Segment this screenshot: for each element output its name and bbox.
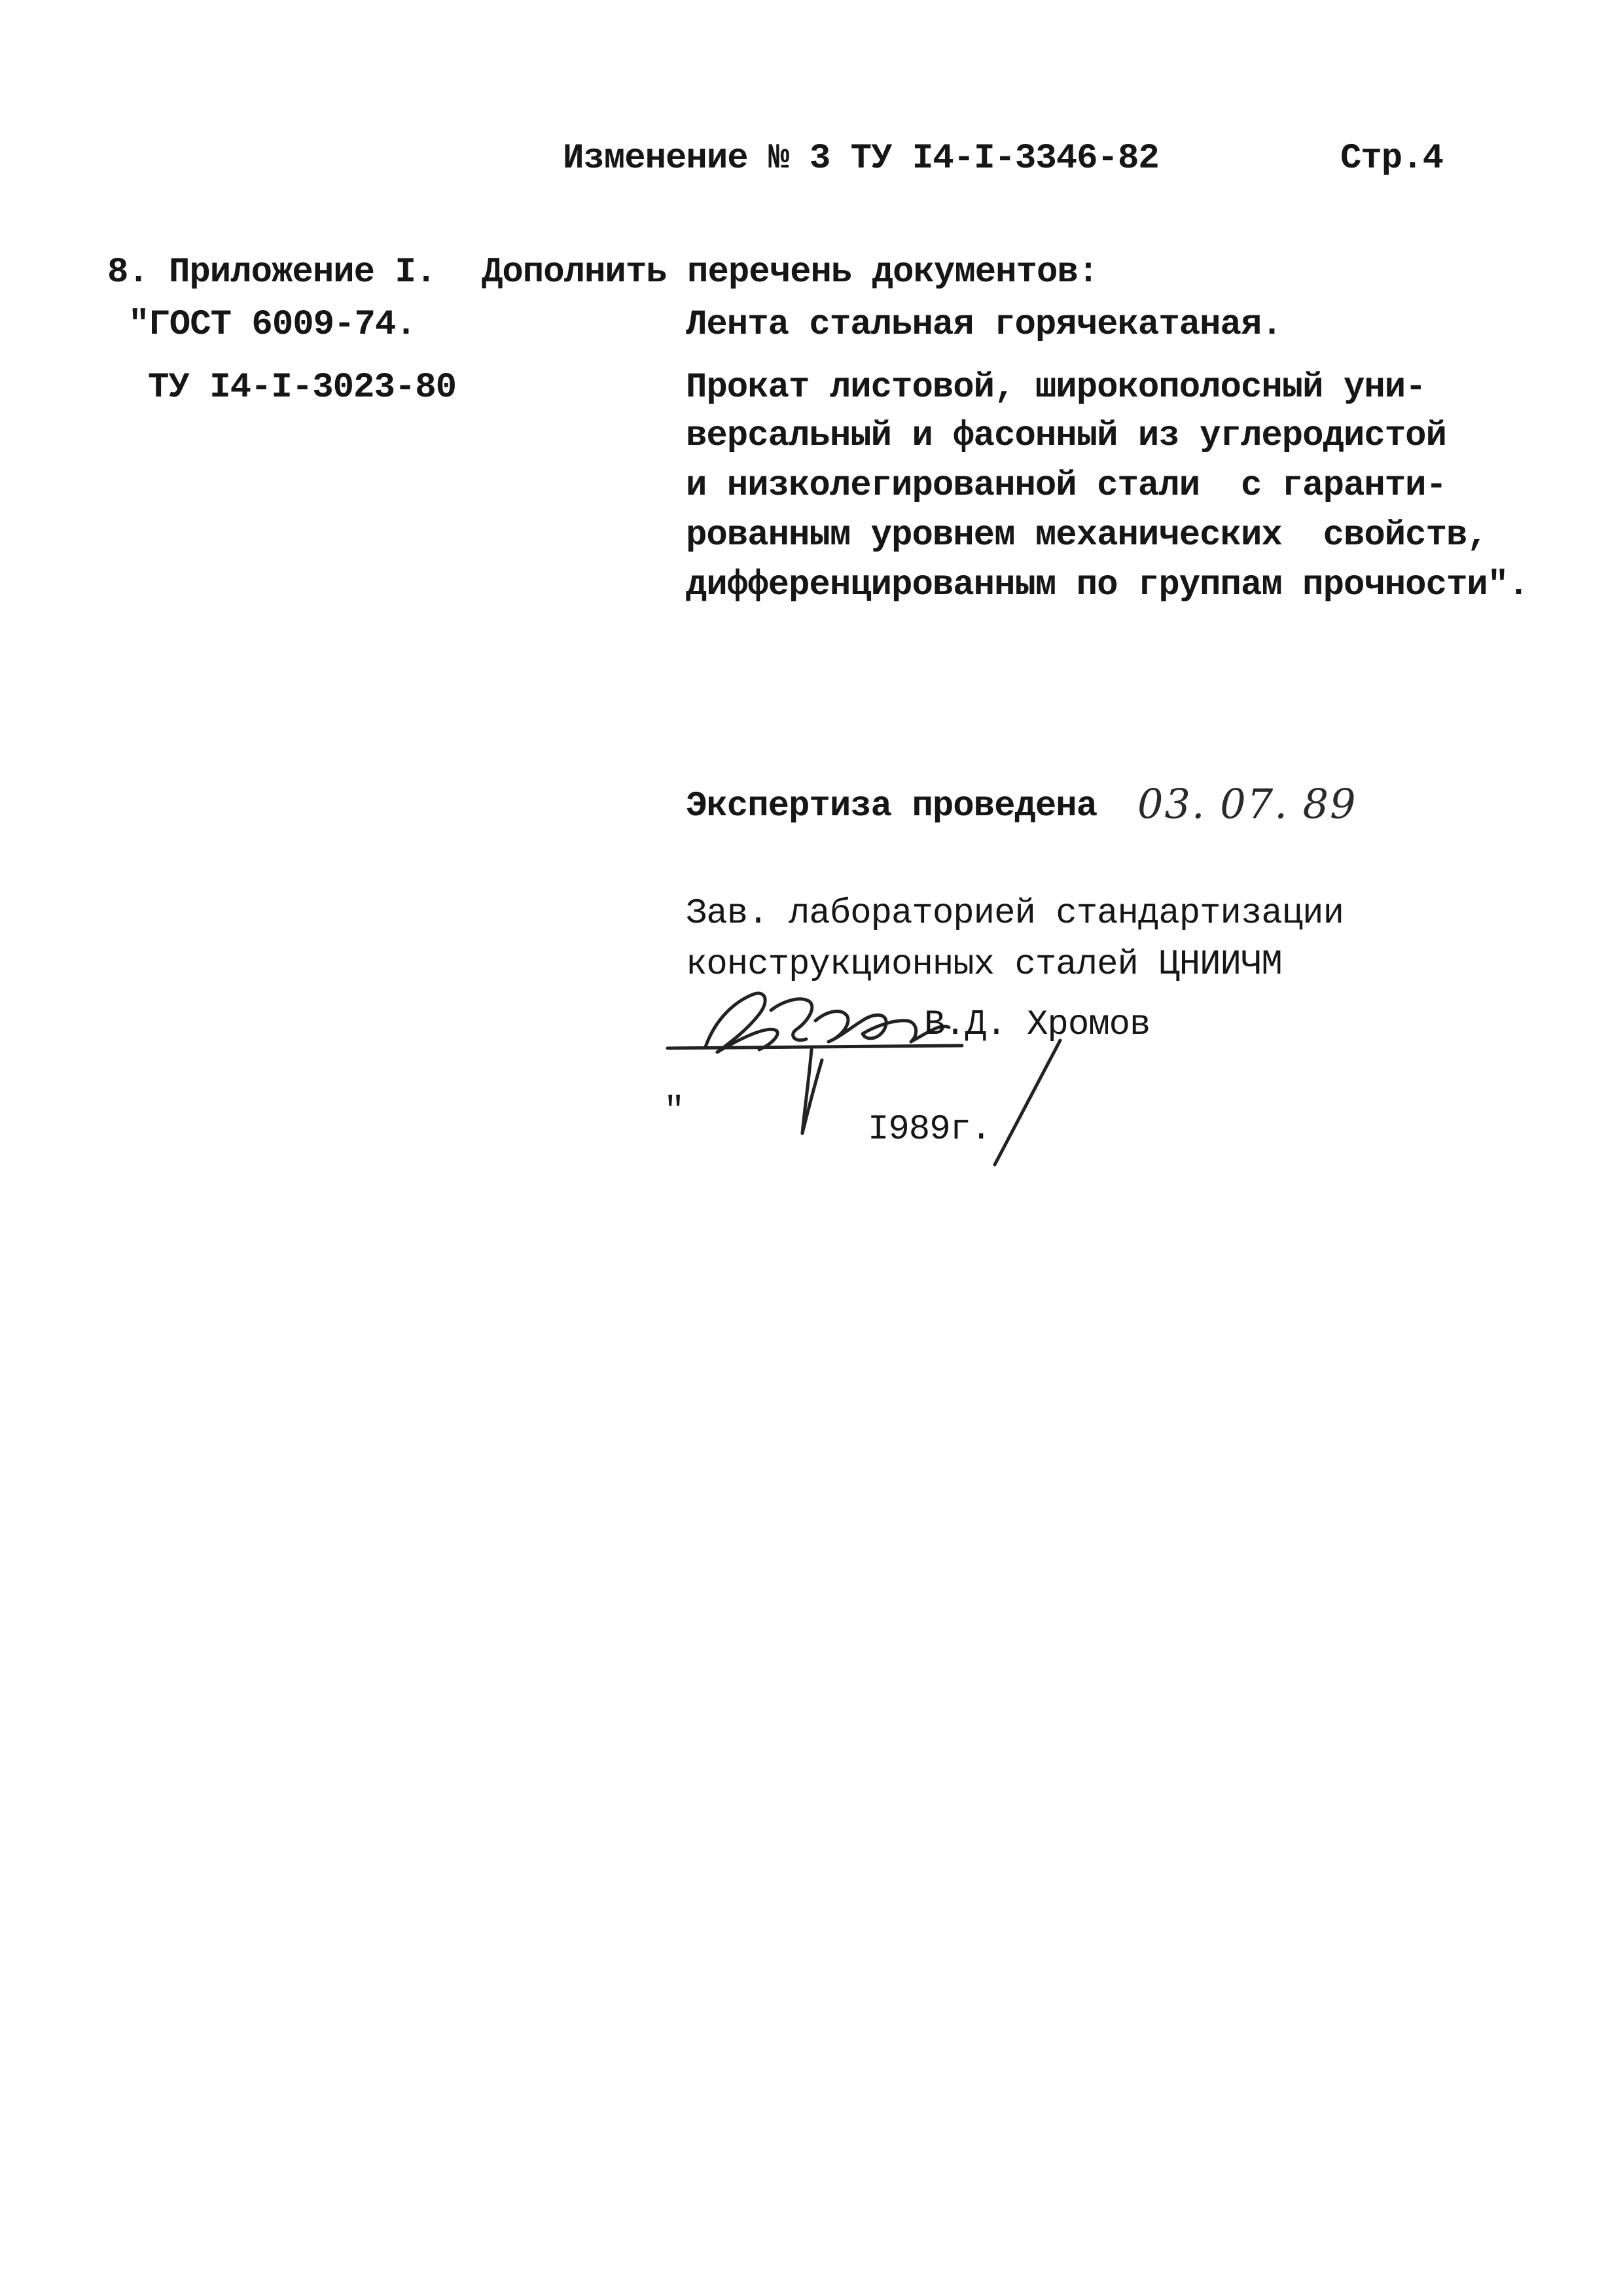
document-title-line: дифференцированным по группам прочности". bbox=[686, 565, 1529, 605]
approval-date-quote: " bbox=[664, 1091, 685, 1131]
expertise-date-handwritten: 03. 07. 89 bbox=[1137, 780, 1357, 828]
expertise-label: Экспертиза проведена bbox=[686, 786, 1097, 826]
approver-position-line2: конструкционных сталей ЦНИИЧМ bbox=[686, 945, 1282, 985]
date-slash-mark bbox=[982, 1034, 1073, 1178]
document-title-line: и низколегированной стали с гаранти- bbox=[686, 466, 1446, 506]
document-code: ТУ I4-I-3023-80 bbox=[148, 368, 457, 408]
document-title: Изменение № 3 ТУ I4-I-3346-82 bbox=[563, 139, 1159, 179]
document-code: "ГОСТ 6009-74. bbox=[128, 305, 416, 345]
approver-name: В.Д. Хромов bbox=[924, 1005, 1150, 1045]
page-number: Стр.4 bbox=[1340, 139, 1444, 179]
approver-position-line1: Зав. лабораторией стандартизации bbox=[686, 894, 1344, 934]
document-title-line: рованным уровнем механических свойств, bbox=[686, 516, 1488, 556]
item-number: 8. bbox=[107, 253, 149, 292]
appendix-label: Приложение I. bbox=[169, 253, 437, 292]
document-title-line: версальный и фасонный из углеродистой bbox=[686, 416, 1446, 456]
document-title-line: Прокат листовой, широкополосный уни- bbox=[686, 368, 1426, 408]
instruction-text: Дополнить перечень документов: bbox=[482, 253, 1099, 292]
approval-year: I989г. bbox=[868, 1110, 991, 1150]
document-title-line: Лента стальная горячекатаная. bbox=[686, 305, 1282, 345]
